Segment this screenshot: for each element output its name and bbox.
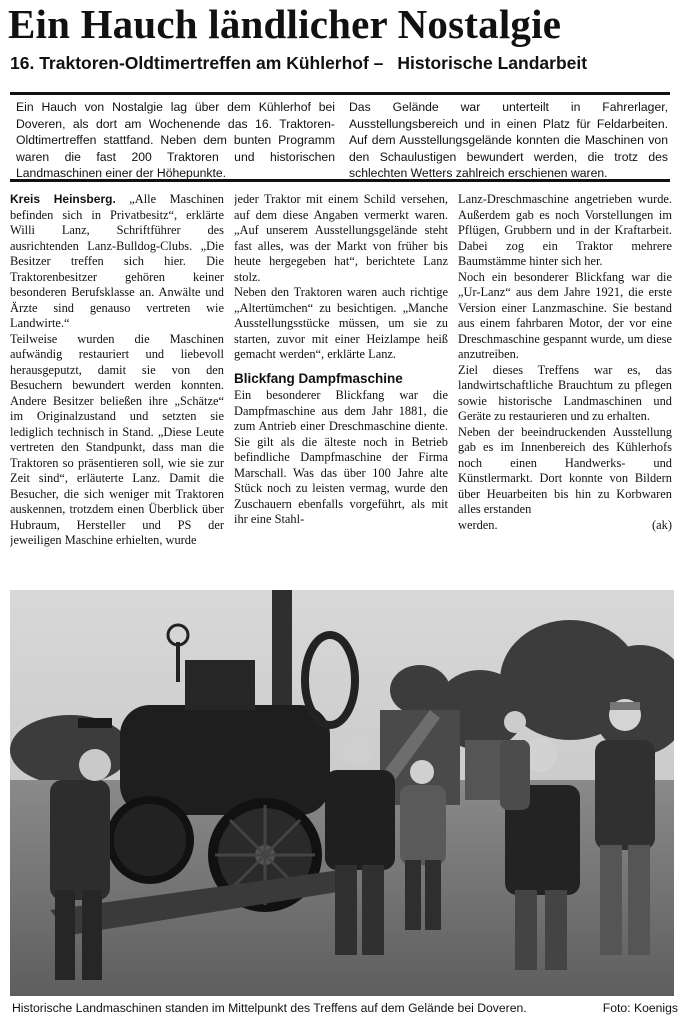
closing-word: werden.	[458, 517, 498, 532]
paragraph: Neben den Traktoren waren auch richtige „Altertümchen“ zu besichtigen. „Manche Ausstellungsstücke müssen, um sie zu starten, zuvor mit einer Heizlampe heiß gemacht werden“, erklärte Lanz.	[234, 285, 448, 361]
subhead-left: 16. Traktoren-Oldtimertreffen am Kühlerhof –	[10, 53, 384, 73]
teaser-box	[10, 92, 670, 182]
dateline: Kreis Heinsberg.	[10, 192, 116, 206]
paragraph: Noch ein besonderer Blickfang war die „Ur-Lanz“ aus dem Jahre 1921, die erste Version einer Lanzmaschine. Sie bestand aus einem fahrbaren Motor, der vor eine Dreschmaschine gespannt wurde, um diese anzutreiben.	[458, 269, 672, 361]
paragraph: Ein besonderer Blickfang war die Dampfmaschine aus dem Jahr 1881, die zum Antrieb einer Dreschmaschine diente. Sie gilt als die älteste noch in Betrieb befindliche Dampfmaschine der Firma Marschall. Was das über 100 Jahre alte Stück noch zu leisten vermag, wurde den Zuschauern ebenfalls vorgeführt, als mit ihr eine Stahl-	[234, 388, 448, 526]
closing-line	[458, 518, 672, 534]
paragraph: Teilweise wurden die Maschinen aufwändig restauriert und liebevoll herausgeputzt, damit sie von den Besuchern bewundert werden konnten. Andere Besitzer beließen ihre „Schätze“ im Originalzustand und setzten sie lediglich technisch in Stand. „Diese Leute vertreten den Standpunkt, dass man die Traktoren so präsentieren soll, wie sie zur Zeit sind“, erläuterte Lanz. Damit die Besucher, die sich weniger mit Traktoren auskennen, trotzdem einen Überblick über Hubraum, Hersteller und PS der jeweiligen Maschine erhielten, wurde	[10, 331, 224, 547]
crosshead: Blickfang Dampfmaschine	[234, 370, 403, 386]
body-column-1	[10, 192, 224, 582]
paragraph: Ziel dieses Treffens war es, das landwirtschaftliche Brauchtum zu pflegen sowie historische Landmaschinen und Geräte zu restaurieren und zu erhalten.	[458, 362, 672, 423]
subheadline	[10, 52, 672, 74]
article-body	[10, 192, 674, 582]
paragraph	[10, 192, 224, 332]
teaser-left: Ein Hauch von Nostalgie lag über dem Kühlerhof bei Doveren, als dort am Wochenende das 16. Traktoren-Oldtimertreffen stattfand. Neben dem bunten Programm waren die fast 200 Traktoren und historischen Landmaschinen einer der Höhepunkte.	[16, 100, 335, 180]
author-signature: (ak)	[652, 517, 672, 532]
subhead-right: Historische Landarbeit	[397, 53, 588, 73]
photo-caption: Historische Landmaschinen standen im Mittelpunkt des Treffens auf dem Gelände bei Doveren.	[12, 1001, 527, 1015]
chimney	[272, 590, 292, 720]
headline: Ein Hauch ländlicher Nostalgie	[8, 1, 562, 47]
photo-illustration	[10, 590, 674, 996]
body-column-2	[234, 192, 448, 582]
paragraph: jeder Traktor mit einem Schild versehen, auf dem diese Angaben vermerkt waren. „Auf unserem Ausstellungsgelände steht fast alles, was der Markt von früher bis heute hergegeben hat“, berichtete Lanz stolz.	[234, 192, 448, 284]
photo-credit: Foto: Koenigs	[602, 1001, 678, 1015]
body-column-3	[458, 192, 672, 582]
teaser-right: Das Gelände war unterteilt in Fahrerlager, Ausstellungsbereich und in einen Platz für Feldarbeiten. Auf dem Ausstellungsgelände konnten die Maschinen von den Schaulustigen bewundert werden, die trotz des schlechten Wetters zahlreich erschienen waren.	[349, 100, 668, 180]
paragraph-text: „Alle Maschinen befinden sich in Privatbesitz“, erklärte Willi Lanz, Schriftführer des ausrichtenden Lanz-Bulldog-Clubs. „Die Besitzer treffen sich hier. Die Traktorenbesitzer gehören keiner besonderen Berufsklasse an. Anwälte und Ärzte sind genauso vertreten wie Landwirte.“	[10, 192, 224, 330]
paragraph: Lanz-Dreschmaschine angetrieben wurde. Außerdem gab es noch Vorstellungen im Pflügen, Grubbern und in der Kraftarbeit. Dabei zog ein Traktor mehrere Baumstämme hinter sich her.	[458, 192, 672, 268]
paragraph: Neben der beeindruckenden Ausstellung gab es im Innenbereich des Kühlerhofs noch einen Handwerks- und Künstlermarkt. Dort konnte von Bildern über Heuarbeiten bis hin zu Korbwaren alles erstanden	[458, 424, 672, 516]
news-photo	[10, 590, 674, 996]
photo-caption-line	[12, 1000, 680, 1016]
